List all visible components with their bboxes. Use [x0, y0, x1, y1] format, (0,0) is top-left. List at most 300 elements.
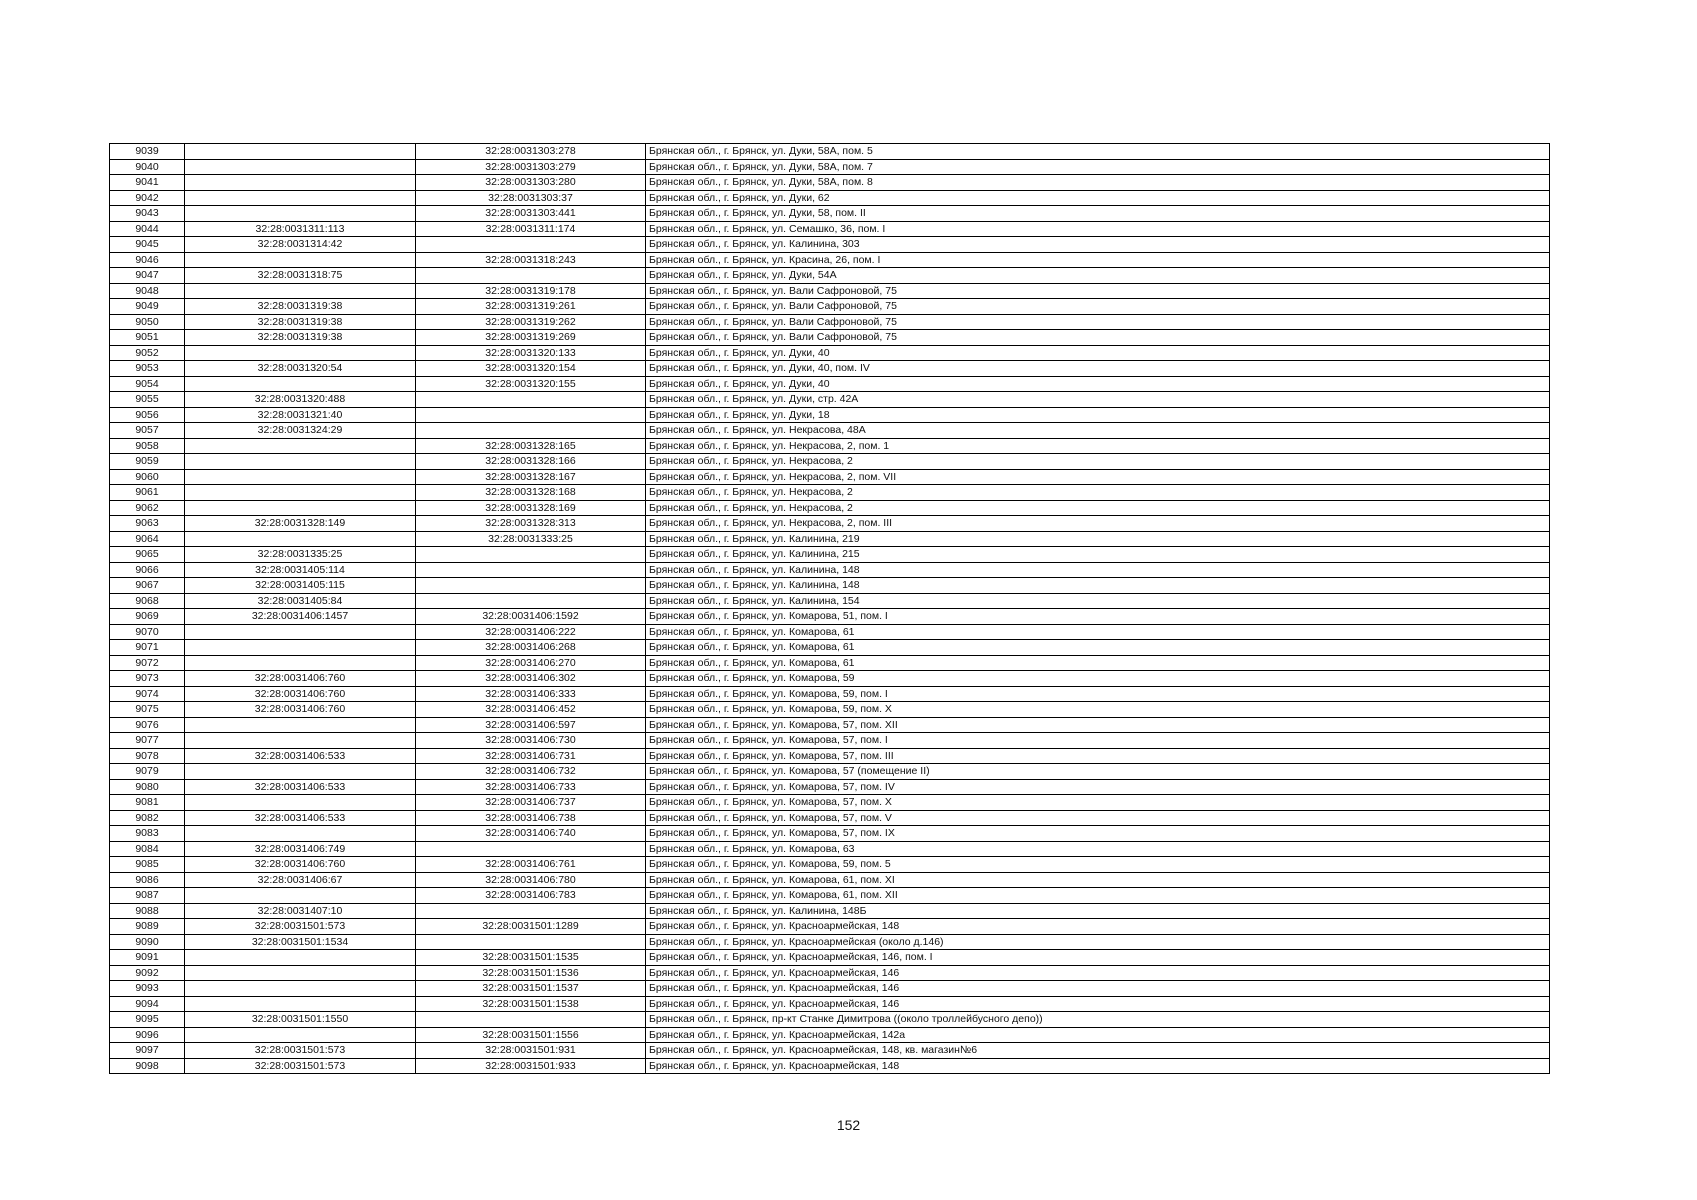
table-row — [110, 283, 1550, 299]
parcel-number-cell: 32:28:0031407:10 — [185, 903, 416, 919]
row-number-cell: 9071 — [110, 640, 185, 656]
table-row — [110, 717, 1550, 733]
table-row — [110, 500, 1550, 516]
object-number-cell: 32:28:0031319:178 — [416, 283, 646, 299]
table-row — [110, 779, 1550, 795]
address-cell: Брянская обл., г. Брянск, ул. Дуки, 58, пом. II — [646, 206, 1550, 222]
row-number-cell: 9084 — [110, 841, 185, 857]
row-number-cell: 9095 — [110, 1012, 185, 1028]
object-number-cell — [416, 392, 646, 408]
address-cell: Брянская обл., г. Брянск, ул. Некрасова, 2, пом. 1 — [646, 438, 1550, 454]
row-number-cell: 9044 — [110, 221, 185, 237]
parcel-number-cell — [185, 206, 416, 222]
row-number-cell: 9074 — [110, 686, 185, 702]
row-number-cell: 9064 — [110, 531, 185, 547]
object-number-cell: 32:28:0031406:738 — [416, 810, 646, 826]
table-row — [110, 702, 1550, 718]
address-cell: Брянская обл., г. Брянск, ул. Дуки, 58А, пом. 5 — [646, 144, 1550, 160]
object-number-cell: 32:28:0031328:313 — [416, 516, 646, 532]
row-number-cell: 9069 — [110, 609, 185, 625]
address-cell: Брянская обл., г. Брянск, ул. Комарова, 57, пом. XII — [646, 717, 1550, 733]
row-number-cell: 9080 — [110, 779, 185, 795]
parcel-number-cell: 32:28:0031406:760 — [185, 686, 416, 702]
address-cell: Брянская обл., г. Брянск, ул. Некрасова, 2 — [646, 500, 1550, 516]
address-cell: Брянская обл., г. Брянск, ул. Комарова, 57 (помещение II) — [646, 764, 1550, 780]
table-row — [110, 640, 1550, 656]
row-number-cell: 9051 — [110, 330, 185, 346]
parcel-number-cell — [185, 950, 416, 966]
address-cell: Брянская обл., г. Брянск, ул. Калинина, 219 — [646, 531, 1550, 547]
parcel-number-cell — [185, 826, 416, 842]
object-number-cell: 32:28:0031303:280 — [416, 175, 646, 191]
table-row — [110, 888, 1550, 904]
address-cell: Брянская обл., г. Брянск, ул. Красноармейская, 146 — [646, 996, 1550, 1012]
address-cell: Брянская обл., г. Брянск, ул. Калинина, 148Б — [646, 903, 1550, 919]
table-row — [110, 686, 1550, 702]
parcel-number-cell: 32:28:0031501:1534 — [185, 934, 416, 950]
address-cell: Брянская обл., г. Брянск, ул. Дуки, 40 — [646, 345, 1550, 361]
table-row — [110, 206, 1550, 222]
object-number-cell: 32:28:0031320:155 — [416, 376, 646, 392]
parcel-number-cell: 32:28:0031335:25 — [185, 547, 416, 563]
address-cell: Брянская обл., г. Брянск, ул. Красноармейская, 146, пом. I — [646, 950, 1550, 966]
address-cell: Брянская обл., г. Брянск, ул. Дуки, 40, пом. IV — [646, 361, 1550, 377]
table-row — [110, 314, 1550, 330]
parcel-number-cell: 32:28:0031324:29 — [185, 423, 416, 439]
object-number-cell: 32:28:0031303:37 — [416, 190, 646, 206]
parcel-number-cell — [185, 965, 416, 981]
parcel-number-cell — [185, 175, 416, 191]
address-cell: Брянская обл., г. Брянск, ул. Комарова, 57, пом. IX — [646, 826, 1550, 842]
table-row — [110, 1043, 1550, 1059]
table-row — [110, 1012, 1550, 1028]
table-row — [110, 190, 1550, 206]
table-row — [110, 624, 1550, 640]
parcel-number-cell — [185, 640, 416, 656]
parcel-number-cell: 32:28:0031319:38 — [185, 330, 416, 346]
object-number-cell: 32:28:0031501:933 — [416, 1058, 646, 1074]
row-number-cell: 9042 — [110, 190, 185, 206]
address-cell: Брянская обл., г. Брянск, ул. Вали Сафроновой, 75 — [646, 330, 1550, 346]
address-cell: Брянская обл., г. Брянск, ул. Некрасова, 2, пом. III — [646, 516, 1550, 532]
parcel-number-cell: 32:28:0031328:149 — [185, 516, 416, 532]
object-number-cell: 32:28:0031303:441 — [416, 206, 646, 222]
object-number-cell: 32:28:0031406:731 — [416, 748, 646, 764]
address-cell: Брянская обл., г. Брянск, ул. Дуки, стр. 42А — [646, 392, 1550, 408]
address-cell: Брянская обл., г. Брянск, ул. Комарова, 51, пом. I — [646, 609, 1550, 625]
row-number-cell: 9090 — [110, 934, 185, 950]
row-number-cell: 9078 — [110, 748, 185, 764]
row-number-cell: 9039 — [110, 144, 185, 160]
row-number-cell: 9081 — [110, 795, 185, 811]
table-row — [110, 903, 1550, 919]
object-number-cell: 32:28:0031501:1537 — [416, 981, 646, 997]
parcel-number-cell — [185, 252, 416, 268]
row-number-cell: 9041 — [110, 175, 185, 191]
row-number-cell: 9057 — [110, 423, 185, 439]
address-cell: Брянская обл., г. Брянск, ул. Красноармейская, 146 — [646, 981, 1550, 997]
address-cell: Брянская обл., г. Брянск, ул. Красноармейская, 146 — [646, 965, 1550, 981]
table-row — [110, 438, 1550, 454]
parcel-number-cell — [185, 981, 416, 997]
address-cell: Брянская обл., г. Брянск, ул. Красноармейская, 148 — [646, 919, 1550, 935]
row-number-cell: 9060 — [110, 469, 185, 485]
table-row — [110, 733, 1550, 749]
object-number-cell: 32:28:0031501:1556 — [416, 1027, 646, 1043]
table-row — [110, 268, 1550, 284]
parcel-number-cell — [185, 531, 416, 547]
parcel-number-cell — [185, 996, 416, 1012]
object-number-cell: 32:28:0031303:279 — [416, 159, 646, 175]
address-cell: Брянская обл., г. Брянск, ул. Некрасова, 2, пом. VII — [646, 469, 1550, 485]
parcel-number-cell — [185, 733, 416, 749]
parcel-number-cell: 32:28:0031406:67 — [185, 872, 416, 888]
table-row — [110, 748, 1550, 764]
object-number-cell: 32:28:0031406:780 — [416, 872, 646, 888]
object-number-cell: 32:28:0031406:452 — [416, 702, 646, 718]
address-cell: Брянская обл., г. Брянск, ул. Комарова, 61 — [646, 624, 1550, 640]
address-cell: Брянская обл., г. Брянск, ул. Дуки, 58А, пом. 8 — [646, 175, 1550, 191]
row-number-cell: 9079 — [110, 764, 185, 780]
row-number-cell: 9087 — [110, 888, 185, 904]
object-number-cell: 32:28:0031320:133 — [416, 345, 646, 361]
table-row — [110, 469, 1550, 485]
table-row — [110, 950, 1550, 966]
row-number-cell: 9083 — [110, 826, 185, 842]
table-row — [110, 299, 1550, 315]
row-number-cell: 9093 — [110, 981, 185, 997]
object-number-cell: 32:28:0031406:268 — [416, 640, 646, 656]
parcel-number-cell — [185, 190, 416, 206]
parcel-number-cell — [185, 283, 416, 299]
parcel-number-cell — [185, 624, 416, 640]
table-row — [110, 252, 1550, 268]
parcel-number-cell: 32:28:0031406:533 — [185, 779, 416, 795]
table-row — [110, 376, 1550, 392]
parcel-number-cell: 32:28:0031406:749 — [185, 841, 416, 857]
parcel-number-cell — [185, 795, 416, 811]
row-number-cell: 9056 — [110, 407, 185, 423]
row-number-cell: 9045 — [110, 237, 185, 253]
row-number-cell: 9053 — [110, 361, 185, 377]
table-row — [110, 841, 1550, 857]
object-number-cell: 32:28:0031406:222 — [416, 624, 646, 640]
row-number-cell: 9086 — [110, 872, 185, 888]
address-cell: Брянская обл., г. Брянск, ул. Некрасова, 2 — [646, 454, 1550, 470]
table-row — [110, 159, 1550, 175]
table-row — [110, 1027, 1550, 1043]
row-number-cell: 9089 — [110, 919, 185, 935]
parcel-number-cell: 32:28:0031406:760 — [185, 671, 416, 687]
parcel-number-cell — [185, 655, 416, 671]
row-number-cell: 9040 — [110, 159, 185, 175]
object-number-cell: 32:28:0031406:597 — [416, 717, 646, 733]
object-number-cell — [416, 1012, 646, 1028]
address-cell: Брянская обл., г. Брянск, ул. Калинина, 303 — [646, 237, 1550, 253]
address-cell: Брянская обл., г. Брянск, ул. Комарова, 61, пом. XI — [646, 872, 1550, 888]
parcel-number-cell — [185, 144, 416, 160]
object-number-cell: 32:28:0031501:1289 — [416, 919, 646, 935]
parcel-number-cell: 32:28:0031405:115 — [185, 578, 416, 594]
parcel-number-cell: 32:28:0031406:533 — [185, 810, 416, 826]
object-number-cell: 32:28:0031406:270 — [416, 655, 646, 671]
object-number-cell — [416, 407, 646, 423]
object-number-cell: 32:28:0031328:166 — [416, 454, 646, 470]
row-number-cell: 9096 — [110, 1027, 185, 1043]
table-row — [110, 671, 1550, 687]
row-number-cell: 9058 — [110, 438, 185, 454]
table-row — [110, 934, 1550, 950]
records-table — [109, 143, 1550, 1074]
object-number-cell: 32:28:0031406:730 — [416, 733, 646, 749]
address-cell: Брянская обл., г. Брянск, ул. Красноармейская, 148 — [646, 1058, 1550, 1074]
parcel-number-cell: 32:28:0031311:113 — [185, 221, 416, 237]
parcel-number-cell — [185, 500, 416, 516]
address-cell: Брянская обл., г. Брянск, ул. Красноармейская, 142а — [646, 1027, 1550, 1043]
parcel-number-cell — [185, 1027, 416, 1043]
address-cell: Брянская обл., г. Брянск, ул. Калинина, 154 — [646, 593, 1550, 609]
object-number-cell: 32:28:0031406:1592 — [416, 609, 646, 625]
table-row — [110, 237, 1550, 253]
table-row — [110, 578, 1550, 594]
records-table-body — [110, 144, 1550, 1074]
table-row — [110, 764, 1550, 780]
address-cell: Брянская обл., г. Брянск, ул. Комарова, 57, пом. V — [646, 810, 1550, 826]
table-row — [110, 345, 1550, 361]
object-number-cell: 32:28:0031406:333 — [416, 686, 646, 702]
parcel-number-cell — [185, 376, 416, 392]
row-number-cell: 9072 — [110, 655, 185, 671]
table-row — [110, 981, 1550, 997]
table-row — [110, 795, 1550, 811]
object-number-cell — [416, 578, 646, 594]
object-number-cell — [416, 268, 646, 284]
object-number-cell: 32:28:0031311:174 — [416, 221, 646, 237]
object-number-cell: 32:28:0031319:269 — [416, 330, 646, 346]
parcel-number-cell: 32:28:0031501:1550 — [185, 1012, 416, 1028]
row-number-cell: 9094 — [110, 996, 185, 1012]
address-cell: Брянская обл., г. Брянск, ул. Некрасова, 2 — [646, 485, 1550, 501]
parcel-number-cell: 32:28:0031501:573 — [185, 919, 416, 935]
table-row — [110, 810, 1550, 826]
object-number-cell — [416, 423, 646, 439]
object-number-cell: 32:28:0031406:740 — [416, 826, 646, 842]
object-number-cell: 32:28:0031406:783 — [416, 888, 646, 904]
parcel-number-cell: 32:28:0031318:75 — [185, 268, 416, 284]
table-row — [110, 407, 1550, 423]
row-number-cell: 9092 — [110, 965, 185, 981]
row-number-cell: 9097 — [110, 1043, 185, 1059]
parcel-number-cell: 32:28:0031319:38 — [185, 299, 416, 315]
parcel-number-cell: 32:28:0031314:42 — [185, 237, 416, 253]
address-cell: Брянская обл., г. Брянск, пр-кт Станке Димитрова ((около троллейбусного депо)) — [646, 1012, 1550, 1028]
object-number-cell: 32:28:0031406:302 — [416, 671, 646, 687]
row-number-cell: 9059 — [110, 454, 185, 470]
row-number-cell: 9085 — [110, 857, 185, 873]
parcel-number-cell — [185, 717, 416, 733]
object-number-cell — [416, 903, 646, 919]
row-number-cell: 9048 — [110, 283, 185, 299]
object-number-cell — [416, 934, 646, 950]
table-row — [110, 454, 1550, 470]
address-cell: Брянская обл., г. Брянск, ул. Калинина, 148 — [646, 562, 1550, 578]
address-cell: Брянская обл., г. Брянск, ул. Вали Сафроновой, 75 — [646, 299, 1550, 315]
address-cell: Брянская обл., г. Брянск, ул. Красина, 26, пом. I — [646, 252, 1550, 268]
row-number-cell: 9050 — [110, 314, 185, 330]
parcel-number-cell — [185, 159, 416, 175]
row-number-cell: 9076 — [110, 717, 185, 733]
address-cell: Брянская обл., г. Брянск, ул. Дуки, 18 — [646, 407, 1550, 423]
table-row — [110, 175, 1550, 191]
object-number-cell: 32:28:0031318:243 — [416, 252, 646, 268]
table-row — [110, 361, 1550, 377]
address-cell: Брянская обл., г. Брянск, ул. Комарова, 61, пом. XII — [646, 888, 1550, 904]
parcel-number-cell: 32:28:0031320:488 — [185, 392, 416, 408]
parcel-number-cell: 32:28:0031406:760 — [185, 857, 416, 873]
object-number-cell — [416, 593, 646, 609]
address-cell: Брянская обл., г. Брянск, ул. Дуки, 40 — [646, 376, 1550, 392]
table-row — [110, 516, 1550, 532]
table-row — [110, 857, 1550, 873]
object-number-cell: 32:28:0031328:168 — [416, 485, 646, 501]
object-number-cell: 32:28:0031328:167 — [416, 469, 646, 485]
row-number-cell: 9077 — [110, 733, 185, 749]
parcel-number-cell: 32:28:0031405:84 — [185, 593, 416, 609]
address-cell: Брянская обл., г. Брянск, ул. Семашко, 36, пом. I — [646, 221, 1550, 237]
table-row — [110, 221, 1550, 237]
row-number-cell: 9070 — [110, 624, 185, 640]
address-cell: Брянская обл., г. Брянск, ул. Комарова, 57, пом. III — [646, 748, 1550, 764]
row-number-cell: 9065 — [110, 547, 185, 563]
object-number-cell: 32:28:0031406:732 — [416, 764, 646, 780]
parcel-number-cell: 32:28:0031319:38 — [185, 314, 416, 330]
address-cell: Брянская обл., г. Брянск, ул. Вали Сафроновой, 75 — [646, 283, 1550, 299]
object-number-cell: 32:28:0031319:261 — [416, 299, 646, 315]
address-cell: Брянская обл., г. Брянск, ул. Комарова, 61 — [646, 640, 1550, 656]
row-number-cell: 9067 — [110, 578, 185, 594]
table-row — [110, 423, 1550, 439]
parcel-number-cell — [185, 764, 416, 780]
row-number-cell: 9075 — [110, 702, 185, 718]
parcel-number-cell: 32:28:0031320:54 — [185, 361, 416, 377]
table-row — [110, 330, 1550, 346]
address-cell: Брянская обл., г. Брянск, ул. Комарова, 61 — [646, 655, 1550, 671]
object-number-cell: 32:28:0031328:165 — [416, 438, 646, 454]
parcel-number-cell — [185, 485, 416, 501]
object-number-cell: 32:28:0031320:154 — [416, 361, 646, 377]
parcel-number-cell: 32:28:0031405:114 — [185, 562, 416, 578]
object-number-cell: 32:28:0031406:737 — [416, 795, 646, 811]
object-number-cell: 32:28:0031501:1535 — [416, 950, 646, 966]
address-cell: Брянская обл., г. Брянск, ул. Комарова, 57, пом. I — [646, 733, 1550, 749]
row-number-cell: 9073 — [110, 671, 185, 687]
address-cell: Брянская обл., г. Брянск, ул. Калинина, 215 — [646, 547, 1550, 563]
table-row — [110, 655, 1550, 671]
object-number-cell — [416, 237, 646, 253]
table-row — [110, 593, 1550, 609]
object-number-cell — [416, 841, 646, 857]
table-row — [110, 531, 1550, 547]
row-number-cell: 9066 — [110, 562, 185, 578]
table-row — [110, 919, 1550, 935]
object-number-cell: 32:28:0031501:1536 — [416, 965, 646, 981]
row-number-cell: 9061 — [110, 485, 185, 501]
table-row — [110, 562, 1550, 578]
table-row — [110, 547, 1550, 563]
address-cell: Брянская обл., г. Брянск, ул. Комарова, 59, пом. X — [646, 702, 1550, 718]
address-cell: Брянская обл., г. Брянск, ул. Дуки, 54А — [646, 268, 1550, 284]
object-number-cell: 32:28:0031328:169 — [416, 500, 646, 516]
table-row — [110, 1058, 1550, 1074]
object-number-cell — [416, 562, 646, 578]
table-row — [110, 996, 1550, 1012]
object-number-cell: 32:28:0031333:25 — [416, 531, 646, 547]
parcel-number-cell: 32:28:0031406:1457 — [185, 609, 416, 625]
address-cell: Брянская обл., г. Брянск, ул. Комарова, 57, пом. IV — [646, 779, 1550, 795]
row-number-cell: 9098 — [110, 1058, 185, 1074]
row-number-cell: 9063 — [110, 516, 185, 532]
parcel-number-cell: 32:28:0031501:573 — [185, 1043, 416, 1059]
object-number-cell — [416, 547, 646, 563]
row-number-cell: 9043 — [110, 206, 185, 222]
parcel-number-cell — [185, 454, 416, 470]
address-cell: Брянская обл., г. Брянск, ул. Комарова, 59 — [646, 671, 1550, 687]
table-row — [110, 144, 1550, 160]
row-number-cell: 9052 — [110, 345, 185, 361]
row-number-cell: 9047 — [110, 268, 185, 284]
page-number: 152 — [836, 1117, 861, 1133]
address-cell: Брянская обл., г. Брянск, ул. Комарова, 59, пом. I — [646, 686, 1550, 702]
object-number-cell: 32:28:0031303:278 — [416, 144, 646, 160]
object-number-cell: 32:28:0031319:262 — [416, 314, 646, 330]
row-number-cell: 9091 — [110, 950, 185, 966]
row-number-cell: 9062 — [110, 500, 185, 516]
object-number-cell: 32:28:0031501:1538 — [416, 996, 646, 1012]
row-number-cell: 9088 — [110, 903, 185, 919]
table-row — [110, 965, 1550, 981]
address-cell: Брянская обл., г. Брянск, ул. Комарова, 63 — [646, 841, 1550, 857]
address-cell: Брянская обл., г. Брянск, ул. Красноармейская (около д.146) — [646, 934, 1550, 950]
object-number-cell: 32:28:0031501:931 — [416, 1043, 646, 1059]
row-number-cell: 9054 — [110, 376, 185, 392]
parcel-number-cell: 32:28:0031321:40 — [185, 407, 416, 423]
object-number-cell: 32:28:0031406:761 — [416, 857, 646, 873]
table-row — [110, 392, 1550, 408]
parcel-number-cell: 32:28:0031406:760 — [185, 702, 416, 718]
object-number-cell: 32:28:0031406:733 — [416, 779, 646, 795]
address-cell: Брянская обл., г. Брянск, ул. Калинина, 148 — [646, 578, 1550, 594]
table-row — [110, 609, 1550, 625]
parcel-number-cell — [185, 438, 416, 454]
address-cell: Брянская обл., г. Брянск, ул. Комарова, 57, пом. X — [646, 795, 1550, 811]
address-cell: Брянская обл., г. Брянск, ул. Комарова, 59, пом. 5 — [646, 857, 1550, 873]
parcel-number-cell — [185, 345, 416, 361]
row-number-cell: 9068 — [110, 593, 185, 609]
parcel-number-cell — [185, 469, 416, 485]
parcel-number-cell — [185, 888, 416, 904]
table-row — [110, 485, 1550, 501]
address-cell: Брянская обл., г. Брянск, ул. Дуки, 62 — [646, 190, 1550, 206]
address-cell: Брянская обл., г. Брянск, ул. Вали Сафроновой, 75 — [646, 314, 1550, 330]
row-number-cell: 9055 — [110, 392, 185, 408]
parcel-number-cell: 32:28:0031501:573 — [185, 1058, 416, 1074]
table-row — [110, 826, 1550, 842]
address-cell: Брянская обл., г. Брянск, ул. Дуки, 58А, пом. 7 — [646, 159, 1550, 175]
row-number-cell: 9082 — [110, 810, 185, 826]
parcel-number-cell: 32:28:0031406:533 — [185, 748, 416, 764]
row-number-cell: 9046 — [110, 252, 185, 268]
address-cell: Брянская обл., г. Брянск, ул. Некрасова, 48А — [646, 423, 1550, 439]
